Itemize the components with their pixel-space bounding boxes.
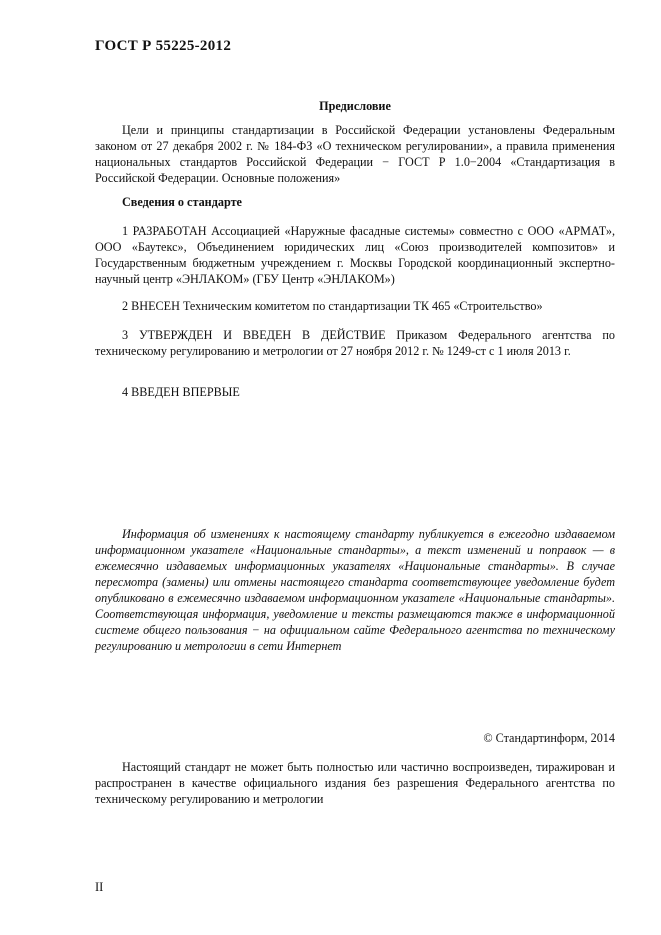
changes-notice: Информация об изменениях к настоящему стандарту публикуется в ежегодно издаваемом информационном указателе «Национальные стандарты», а текст изменений и поправок — в ежемесячно издаваемых информационных указателях «Национальные стандарты». В случае пересмотра (замены) или отмены настоящего стандарта соответствующее уведомление будет опубликовано в ежемесячно издаваемом информационном указателе «Национальные стандарты». Соответствующая информация, уведомление и тексты размещаются также в информационной системе общего пользования − на официальном сайте Федерального агентства по техническому регулированию и метрологии в сети Интернет <box>95 527 615 653</box>
page-number: II <box>95 880 104 894</box>
standard-info-title: Сведения о стандарте <box>122 195 242 209</box>
foreword-section <box>95 98 615 186</box>
reproduction-notice-block <box>95 759 615 807</box>
standard-info-item: 2 ВНЕСЕН Техническим комитетом по стандартизации ТК 465 «Строительство» <box>122 299 543 313</box>
standard-info-item: 3 УТВЕРЖДЕН И ВВЕДЕН В ДЕЙСТВИЕ Приказом Федерального агентства по техническому регулированию и метрологии от 27 ноября 2012 г. № 1249-ст с 1 июля 2013 г. <box>95 328 615 358</box>
standard-info-item-3-block <box>95 327 615 359</box>
standard-info-item: 1 РАЗРАБОТАН Ассоциацией «Наружные фасадные системы» совместно с ООО «АРМАТ», ООО «Баутекс», Объединением юридических лиц «Союз производителей композитов» и Государственным бюджетным учреждением г. Москвы Городской координационный экспертно-научный центр «ЭНЛАКОМ» (ГБУ Центр «ЭНЛАКОМ») <box>95 224 615 286</box>
changes-notice-block <box>95 526 615 654</box>
standard-info-item-2-block <box>95 298 615 314</box>
standard-info-item-1-block <box>95 223 615 287</box>
standard-code-header: ГОСТ Р 55225-2012 <box>95 38 232 54</box>
foreword-text: Цели и принципы стандартизации в Российской Федерации установлены Федеральным законом от 27 декабря 2002 г. № 184-ФЗ «О техническом регулировании», а правила применения национальных стандартов Российской Федерации − ГОСТ Р 1.0−2004 «Стандартизация в Российской Федерации. Основные положения» <box>95 123 615 185</box>
reproduction-notice: Настоящий стандарт не может быть полностью или частично воспроизведен, тиражирован и распространен в качестве официального издания без разрешения Федерального агентства по техническому регулированию и метрологии <box>95 760 615 806</box>
foreword-title: Предисловие <box>319 99 391 113</box>
standard-info-item-4-block <box>95 384 615 400</box>
copyright-block <box>95 730 615 746</box>
standard-info-section <box>95 194 615 210</box>
copyright: © Стандартинформ, 2014 <box>483 731 615 745</box>
standard-info-item: 4 ВВЕДЕН ВПЕРВЫЕ <box>122 385 240 399</box>
